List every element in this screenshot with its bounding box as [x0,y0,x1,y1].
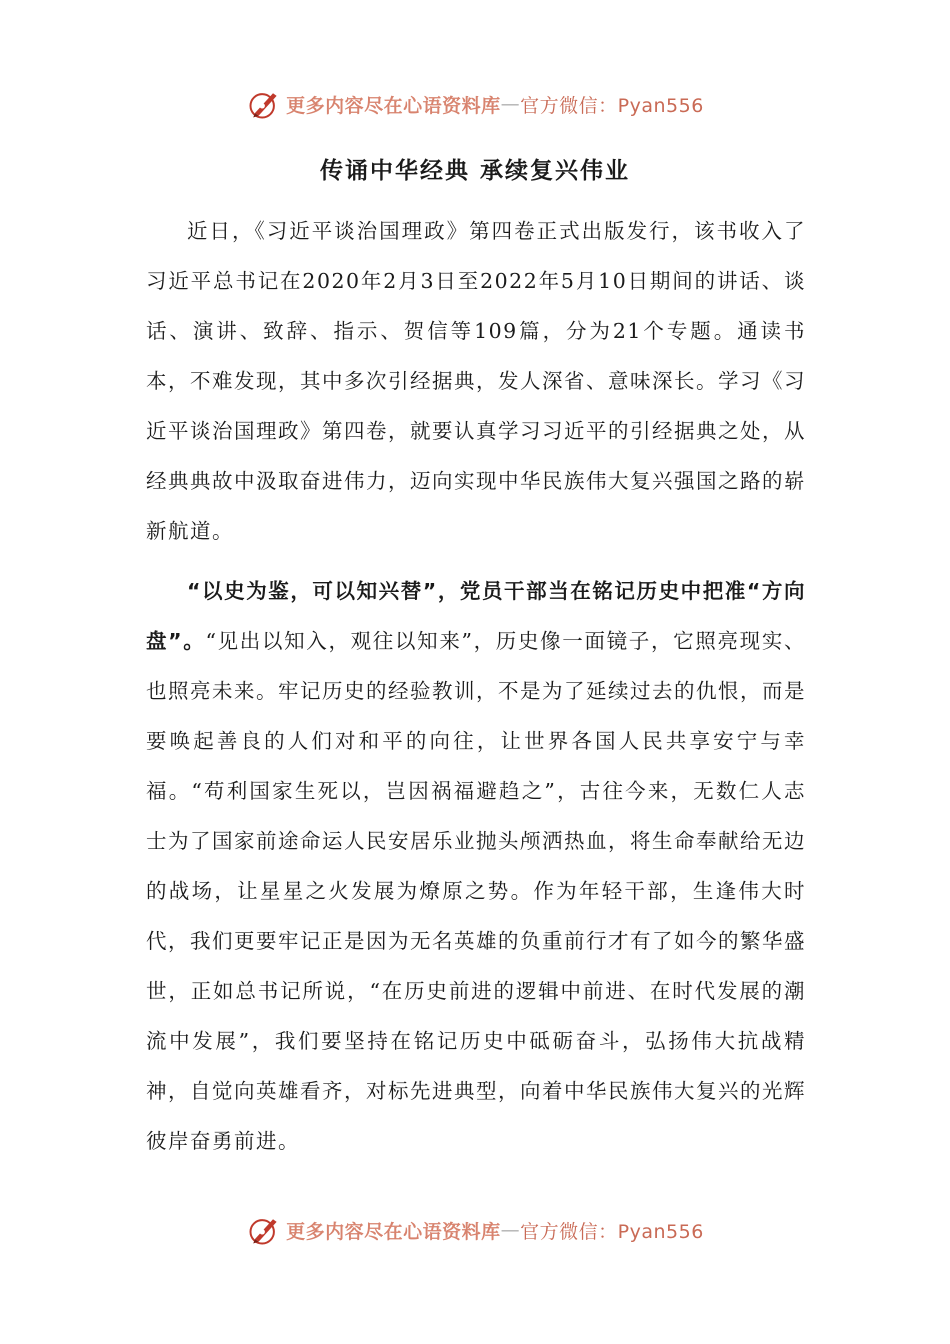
banner-dash: — [500,1219,521,1241]
paragraph-history-text: “见出以知入，观往以知来”，历史像一面镜子，它照亮现实、也照亮未来。牢记历史的经验教训，不是为了延续过去的仇恨，而是要唤起善良的人们对和平的向往，让世界各国人民共享安宁与幸福。“苟利国家生死以，岂因祸福避趋之”，古往今来，无数仁人志士为了国家前途命运人民安居乐业抛头颅洒热血，将生命奉献给无边的战场，让星星之火发展为燎原之势。作为年轻干部，生逢伟大时代，我们更要牢记正是因为无名英雄的负重前行才有了如今的繁华盛世，正如总书记所说，“在历史前进的逻辑中前进、在时代发展的潮流中发展”，我们要坚持在铭记历史中砥砺奋斗，弘扬伟大抗战精神，自觉向英雄看齐，对标先进典型，向着中华民族伟大复兴的光辉彼岸奋勇前进。 [146,629,806,1153]
banner-dash: — [500,93,521,115]
page-title: 传诵中华经典 承续复兴伟业 [319,158,630,184]
footer-banner [0,1210,950,1250]
banner-wechat: 官方微信：Pyan556 [520,94,704,117]
pen-circle-logo-icon [246,86,282,122]
banner-site-name: 更多内容尽在心语资料库 [286,1220,501,1243]
pen-circle-logo-icon [246,1212,282,1248]
paragraph-intro [146,206,806,556]
header-banner [0,84,950,124]
banner-site-name: 更多内容尽在心语资料库 [286,94,501,117]
paragraph-history [146,566,806,1166]
paragraph-history-lead: “以史为鉴，可以知兴替”，党员干部当在铭记历史中把准“方向盘”。 [146,579,806,653]
paragraph-intro-text: 近日，《习近平谈治国理政》第四卷正式出版发行，该书收入了习近平总书记在2020年2月3日至2022年5月10日期间的讲话、谈话、演讲、致辞、指示、贺信等109篇，分为21个专题。通读书本，不难发现，其中多次引经据典，发人深省、意味深长。学习《习近平谈治国理政》第四卷，就要认真学习习近平的引经据典之处，从经典典故中汲取奋进伟力，迈向实现中华民族伟大复兴强国之路的崭新航道。 [146,219,806,543]
banner-wechat: 官方微信：Pyan556 [520,1220,704,1243]
